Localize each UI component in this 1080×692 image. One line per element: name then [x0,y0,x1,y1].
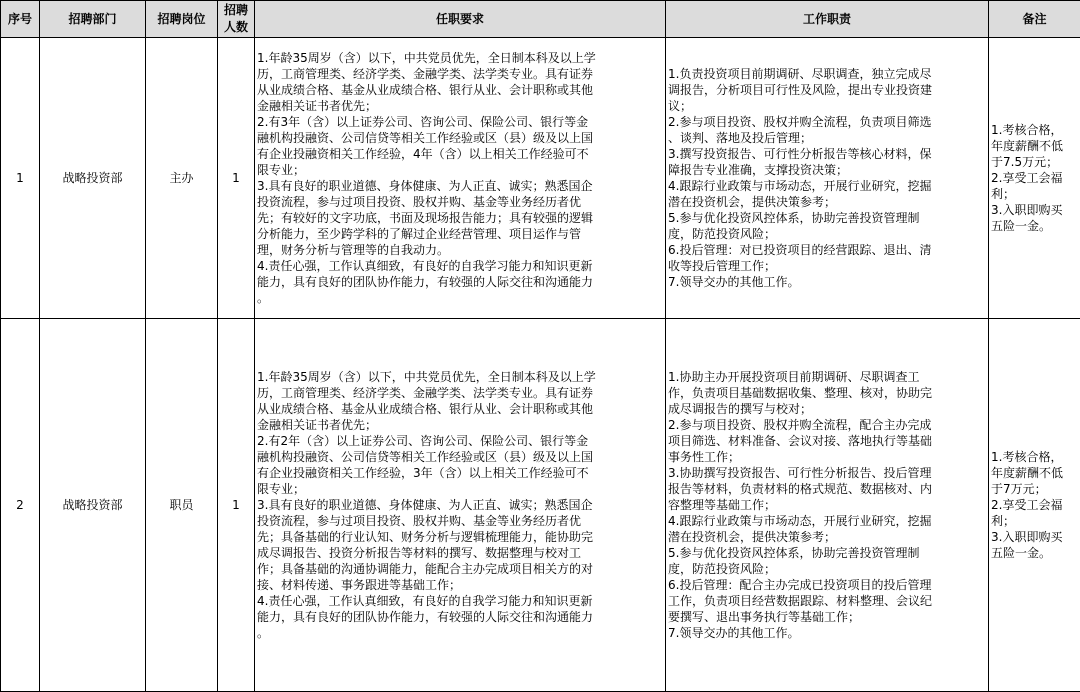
header-index: 序号 [1,1,40,38]
row-duties-line: 要撰写、退出事务执行等基础工作； [666,609,988,625]
row-remarks-line: 利； [989,186,1080,202]
row-headcount: 1 [218,319,255,692]
row-duties-line: 度，防范投资风险； [666,226,988,242]
row-requirements-line: 融机构投融资、公司信贷等相关工作经验或区（县）级及以上国 [255,449,665,465]
row-index: 1 [1,38,40,319]
row-duties-line: 、谈判、落地及投后管理； [666,130,988,146]
header-position: 招聘岗位 [146,1,218,38]
row-position: 主办 [146,38,218,319]
row-remarks-line: 1.考核合格， [989,449,1080,465]
row-duties-line: 度，防范投资风险； [666,561,988,577]
table-row [1,38,1080,319]
row-requirements-line: 4.责任心强，工作认真细致，有良好的自我学习能力和知识更新 [255,593,665,609]
row-duties-line: 7.领导交办的其他工作。 [666,274,988,290]
row-requirements-line: 历，工商管理类、经济学类、金融学类、法学类专业。具有证券 [255,66,665,82]
row-requirements-line: 限专业； [255,162,665,178]
header-headcount-line2: 人数 [218,19,254,36]
header-department: 招聘部门 [40,1,146,38]
table-row [1,319,1080,692]
row-duties-line: 调报告，分析项目可行性及风险，提出专业投资建 [666,82,988,98]
row-remarks-line: 年度薪酬不低 [989,138,1080,154]
row-requirements-line: 投资流程，参与过项目投资、股权并购、基金等业务经历者优 [255,513,665,529]
row-duties-line: 议； [666,98,988,114]
row-requirements-line: 限专业； [255,481,665,497]
row-remarks-line: 五险一金。 [989,218,1080,234]
row-duties-line: 4.跟踪行业政策与市场动态，开展行业研究，挖掘 [666,513,988,529]
row-remarks-line: 利； [989,513,1080,529]
row-department: 战略投资部 [40,319,146,692]
row-requirements-line: 先；有较好的文字功底，书面及现场报告能力；具有较强的逻辑 [255,210,665,226]
row-requirements-line: 从业成绩合格、基金从业成绩合格、银行从业、会计职称或其他 [255,82,665,98]
row-duties-line: 5.参与优化投资风控体系，协助完善投资管理制 [666,545,988,561]
row-duties-line: 6.投后管理：对已投资项目的经营跟踪、退出、清 [666,242,988,258]
row-requirements [255,319,666,692]
row-duties [666,319,989,692]
row-requirements-line: 能力，具有良好的团队协作能力，有较强的人际交往和沟通能力 [255,274,665,290]
row-remarks-line: 2.享受工会福 [989,497,1080,513]
row-remarks [989,319,1080,692]
row-duties-line: 潜在投资机会，提供决策参考； [666,194,988,210]
row-requirements-line: 能力，具有良好的团队协作能力，有较强的人际交往和沟通能力 [255,609,665,625]
row-duties-line: 容整理等基础工作； [666,497,988,513]
header-row [1,1,1080,38]
row-requirements-line: 接、材料传递、事务跟进等基础工作； [255,577,665,593]
row-duties-line: 1.负责投资项目前期调研、尽职调查，独立完成尽 [666,66,988,82]
row-remarks-line: 2.享受工会福 [989,170,1080,186]
row-requirements-line: 。 [255,290,665,306]
row-index: 2 [1,319,40,692]
row-duties-line: 6.投后管理：配合主办完成已投资项目的投后管理 [666,577,988,593]
header-requirements: 任职要求 [255,1,666,38]
row-department: 战略投资部 [40,38,146,319]
row-duties-line: 成尽调报告的撰写与校对； [666,401,988,417]
row-remarks-line: 1.考核合格， [989,122,1080,138]
row-remarks-line: 年度薪酬不低 [989,465,1080,481]
row-headcount: 1 [218,38,255,319]
row-duties-line: 2.参与项目投资、股权并购全流程，配合主办完成 [666,417,988,433]
row-duties-line: 障报告专业准确，支撑投资决策； [666,162,988,178]
row-duties-line: 收等投后管理工作； [666,258,988,274]
row-requirements-line: 2.有3年（含）以上证券公司、咨询公司、保险公司、银行等金 [255,114,665,130]
row-requirements-line: 金融相关证书者优先； [255,98,665,114]
row-requirements-line: 1.年龄35周岁（含）以下，中共党员优先，全日制本科及以上学 [255,50,665,66]
row-duties-line: 5.参与优化投资风控体系，协助完善投资管理制 [666,210,988,226]
header-duties: 工作职责 [666,1,989,38]
row-remarks-line: 于7.5万元； [989,154,1080,170]
row-requirements-line: 1.年龄35周岁（含）以下，中共党员优先，全日制本科及以上学 [255,369,665,385]
row-duties-line: 项目筛选、材料准备、会议对接、落地执行等基础 [666,433,988,449]
row-duties-line: 事务性工作； [666,449,988,465]
row-requirements-line: 成尽调报告、投资分析报告等材料的撰写、数据整理与校对工 [255,545,665,561]
row-remarks-line: 于7万元； [989,481,1080,497]
row-requirements-line: 作；具备基础的沟通协调能力，能配合主办完成项目相关方的对 [255,561,665,577]
row-remarks-line: 五险一金。 [989,545,1080,561]
row-duties-line: 2.参与项目投资、股权并购全流程，负责项目筛选 [666,114,988,130]
row-duties-line: 潜在投资机会，提供决策参考； [666,529,988,545]
row-duties-line: 作，负责项目基础数据收集、整理、核对，协助完 [666,385,988,401]
row-requirements-line: 有企业投融资相关工作经验，4年（含）以上相关工作经验可不 [255,146,665,162]
row-requirements-line: 有企业投融资相关工作经验，3年（含）以上相关工作经验可不 [255,465,665,481]
header-headcount-line1: 招聘 [218,2,254,19]
header-headcount [218,1,255,38]
row-requirements-line: 分析能力，至少跨学科的了解过企业经营管理、项目运作与管 [255,226,665,242]
row-requirements-line: 融机构投融资、公司信贷等相关工作经验或区（县）级及以上国 [255,130,665,146]
row-duties-line: 1.协助主办开展投资项目前期调研、尽职调查工 [666,369,988,385]
row-duties-line: 7.领导交办的其他工作。 [666,625,988,641]
row-requirements-line: 。 [255,625,665,641]
row-requirements-line: 4.责任心强，工作认真细致，有良好的自我学习能力和知识更新 [255,258,665,274]
row-duties-line: 3.协助撰写投资报告、可行性分析报告、投后管理 [666,465,988,481]
row-position: 职员 [146,319,218,692]
row-requirements-line: 金融相关证书者优先； [255,417,665,433]
row-duties-line: 4.跟踪行业政策与市场动态，开展行业研究，挖掘 [666,178,988,194]
row-requirements-line: 先；具备基础的行业认知、财务分析与逻辑梳理能力，能协助完 [255,529,665,545]
row-requirements [255,38,666,319]
row-duties-line: 工作，负责项目经营数据跟踪、材料整理、会议纪 [666,593,988,609]
row-requirements-line: 理，财务分析与管理等的自我动力。 [255,242,665,258]
row-requirements-line: 3.具有良好的职业道德、身体健康、为人正直、诚实；熟悉国企 [255,497,665,513]
row-remarks [989,38,1080,319]
row-duties-line: 报告等材料，负责材料的格式规范、数据核对、内 [666,481,988,497]
row-duties [666,38,989,319]
row-requirements-line: 投资流程，参与过项目投资、股权并购、基金等业务经历者优 [255,194,665,210]
row-duties-line: 3.撰写投资报告、可行性分析报告等核心材料，保 [666,146,988,162]
row-requirements-line: 2.有2年（含）以上证券公司、咨询公司、保险公司、银行等金 [255,433,665,449]
row-remarks-line: 3.入职即购买 [989,202,1080,218]
row-requirements-line: 3.具有良好的职业道德、身体健康、为人正直、诚实；熟悉国企 [255,178,665,194]
row-remarks-line: 3.入职即购买 [989,529,1080,545]
header-remarks: 备注 [989,1,1080,38]
row-requirements-line: 从业成绩合格、基金从业成绩合格、银行从业、会计职称或其他 [255,401,665,417]
row-requirements-line: 历，工商管理类、经济学类、金融学类、法学类专业。具有证券 [255,385,665,401]
